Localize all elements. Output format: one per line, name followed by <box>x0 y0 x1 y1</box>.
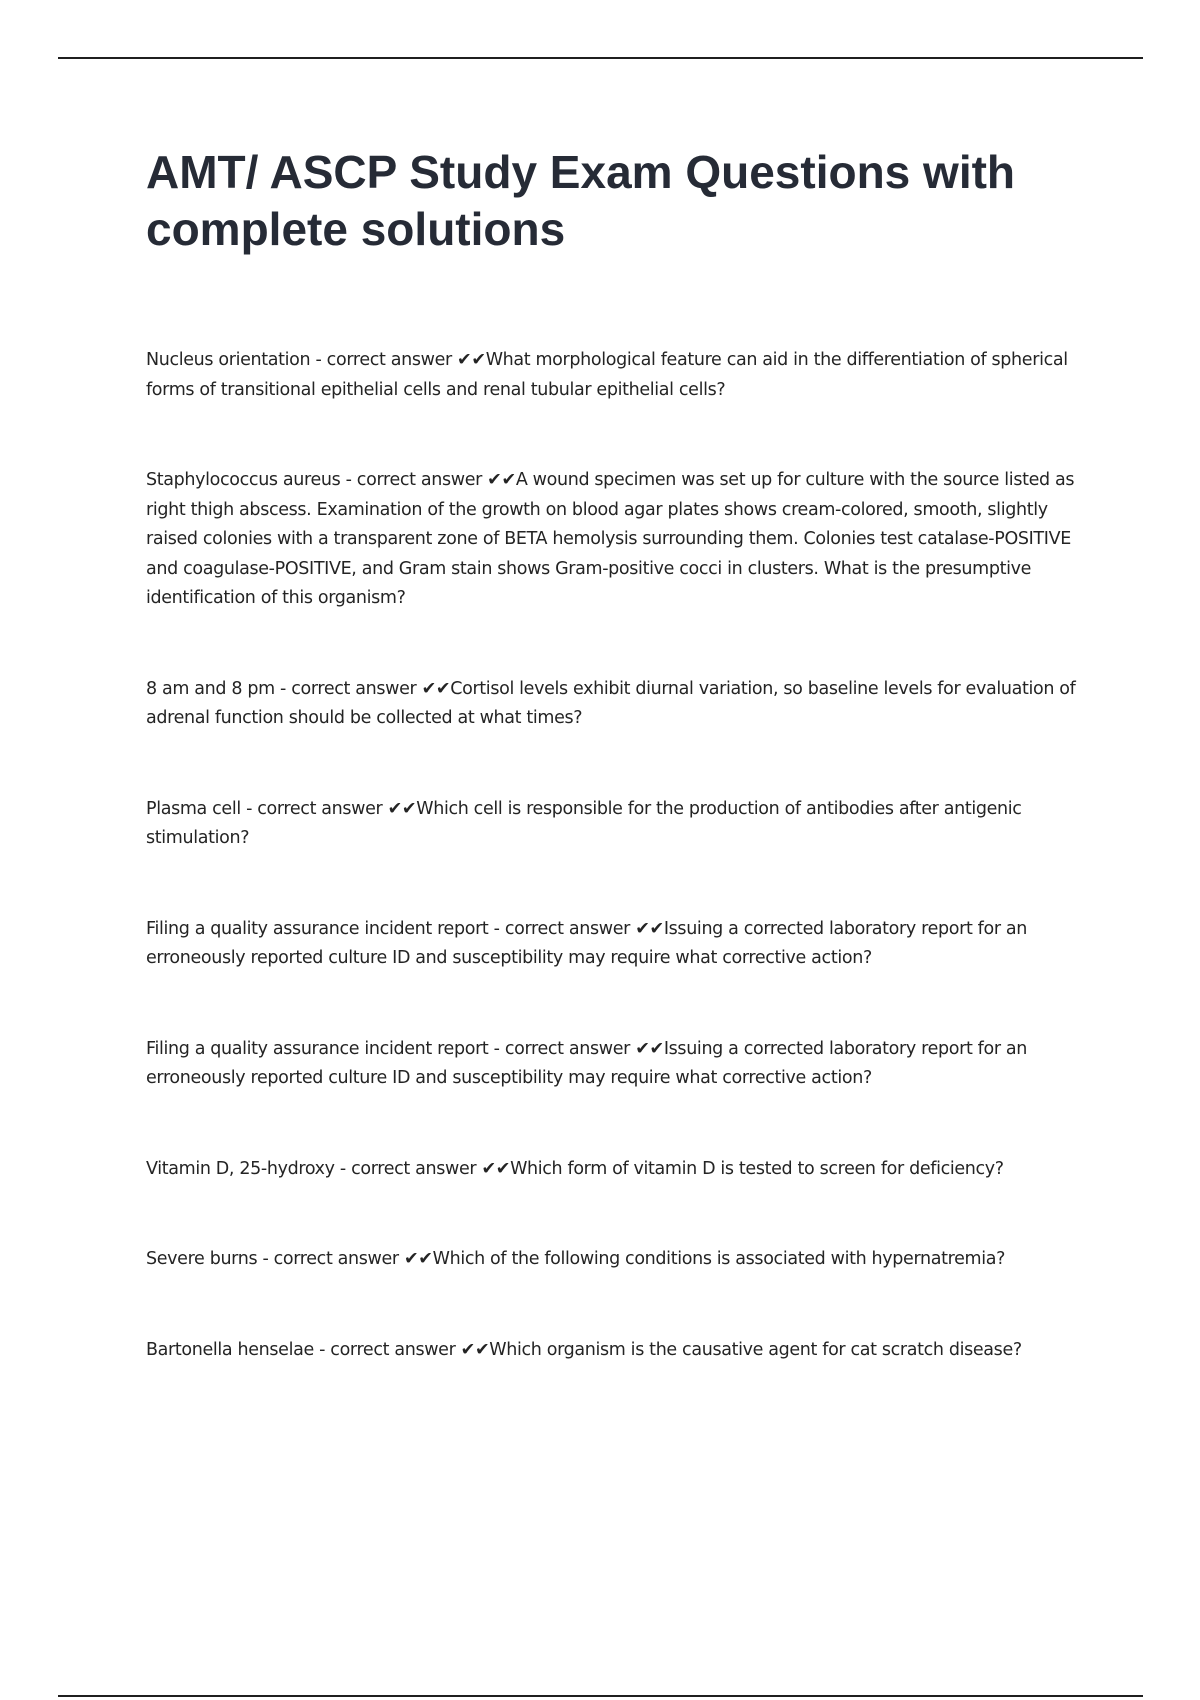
question-text: Cortisol levels exhibit diurnal variation, so baseline levels for evaluation of adrenal function should be collected at what times? <box>146 678 1076 728</box>
bottom-rule <box>58 1695 1143 1697</box>
checkmark-icon: ✔✔ <box>635 918 664 939</box>
qa-item <box>146 915 1096 974</box>
checkmark-icon: ✔✔ <box>403 1249 433 1269</box>
question-text: What morphological feature can aid in the differentiation of spherical forms of transitional epithelial cells and renal tubular epithelial cells? <box>146 350 1068 400</box>
checkmark-icon: ✔✔ <box>635 1038 664 1059</box>
separator-text: - correct answer <box>488 1038 636 1059</box>
separator-text: - correct answer <box>310 350 458 370</box>
separator-text: - correct answer <box>257 1249 404 1269</box>
qa-item <box>146 675 1096 734</box>
answer-text: Severe burns <box>146 1249 258 1269</box>
separator-text: - correct answer <box>488 918 636 939</box>
checkmark-icon: ✔✔ <box>421 678 451 699</box>
question-text: Issuing a corrected laboratory report for an erroneously reported culture ID and susceptibility may require what corrective action? <box>146 918 1028 968</box>
document-title: AMT/ ASCP Study Exam Questions with complete solutions <box>146 146 1016 255</box>
qa-item <box>146 346 1096 405</box>
separator-text: - correct answer <box>334 1158 482 1179</box>
qa-item <box>146 795 1096 854</box>
checkmark-icon: ✔✔ <box>460 1339 490 1360</box>
qa-list <box>146 346 1096 1426</box>
answer-text: Filing a quality assurance incident report <box>146 1038 489 1059</box>
checkmark-icon: ✔✔ <box>387 798 417 819</box>
qa-item <box>146 1245 1096 1275</box>
separator-text: - correct answer <box>313 1339 461 1360</box>
qa-item <box>146 466 1096 614</box>
qa-item <box>146 1155 1096 1185</box>
answer-text: Filing a quality assurance incident report <box>146 918 489 939</box>
question-text: Which organism is the causative agent for cat scratch disease? <box>489 1339 1022 1360</box>
question-text: Which of the following conditions is associated with hypernatremia? <box>432 1249 1006 1269</box>
answer-text: Staphylococcus aureus <box>146 470 341 490</box>
separator-text: - correct answer <box>274 678 422 699</box>
separator-text: - correct answer <box>240 798 388 819</box>
top-rule <box>58 57 1143 59</box>
question-text: Issuing a corrected laboratory report for an erroneously reported culture ID and susceptibility may require what corrective action? <box>146 1038 1028 1088</box>
separator-text: - correct answer <box>340 470 488 490</box>
answer-text: Bartonella henselae <box>146 1339 314 1360</box>
answer-text: Plasma cell <box>146 798 241 819</box>
checkmark-icon: ✔✔ <box>487 470 516 490</box>
qa-item <box>146 1336 1096 1366</box>
question-text: Which cell is responsible for the production of antibodies after antigenic stimulation? <box>146 798 1022 848</box>
question-text: A wound specimen was set up for culture with the source listed as right thigh abscess. Examination of the growth on blood agar plates shows cream-colored, smooth, slightly raised colonies with a transparent zone of BETA hemolysis surrounding them. Colonies test catalase-POSITIVE and coagulase-POSITIVE, and Gram stain shows Gram-positive cocci in clusters. What is the presumptive identification of this organism? <box>146 470 1075 608</box>
checkmark-icon: ✔✔ <box>481 1158 511 1179</box>
answer-text: Vitamin D, 25-hydroxy <box>146 1158 335 1179</box>
qa-item <box>146 1035 1096 1094</box>
answer-text: 8 am and 8 pm <box>146 678 275 699</box>
answer-text: Nucleus orientation <box>146 350 311 370</box>
checkmark-icon: ✔✔ <box>457 350 486 370</box>
question-text: Which form of vitamin D is tested to screen for deficiency? <box>510 1158 1004 1179</box>
